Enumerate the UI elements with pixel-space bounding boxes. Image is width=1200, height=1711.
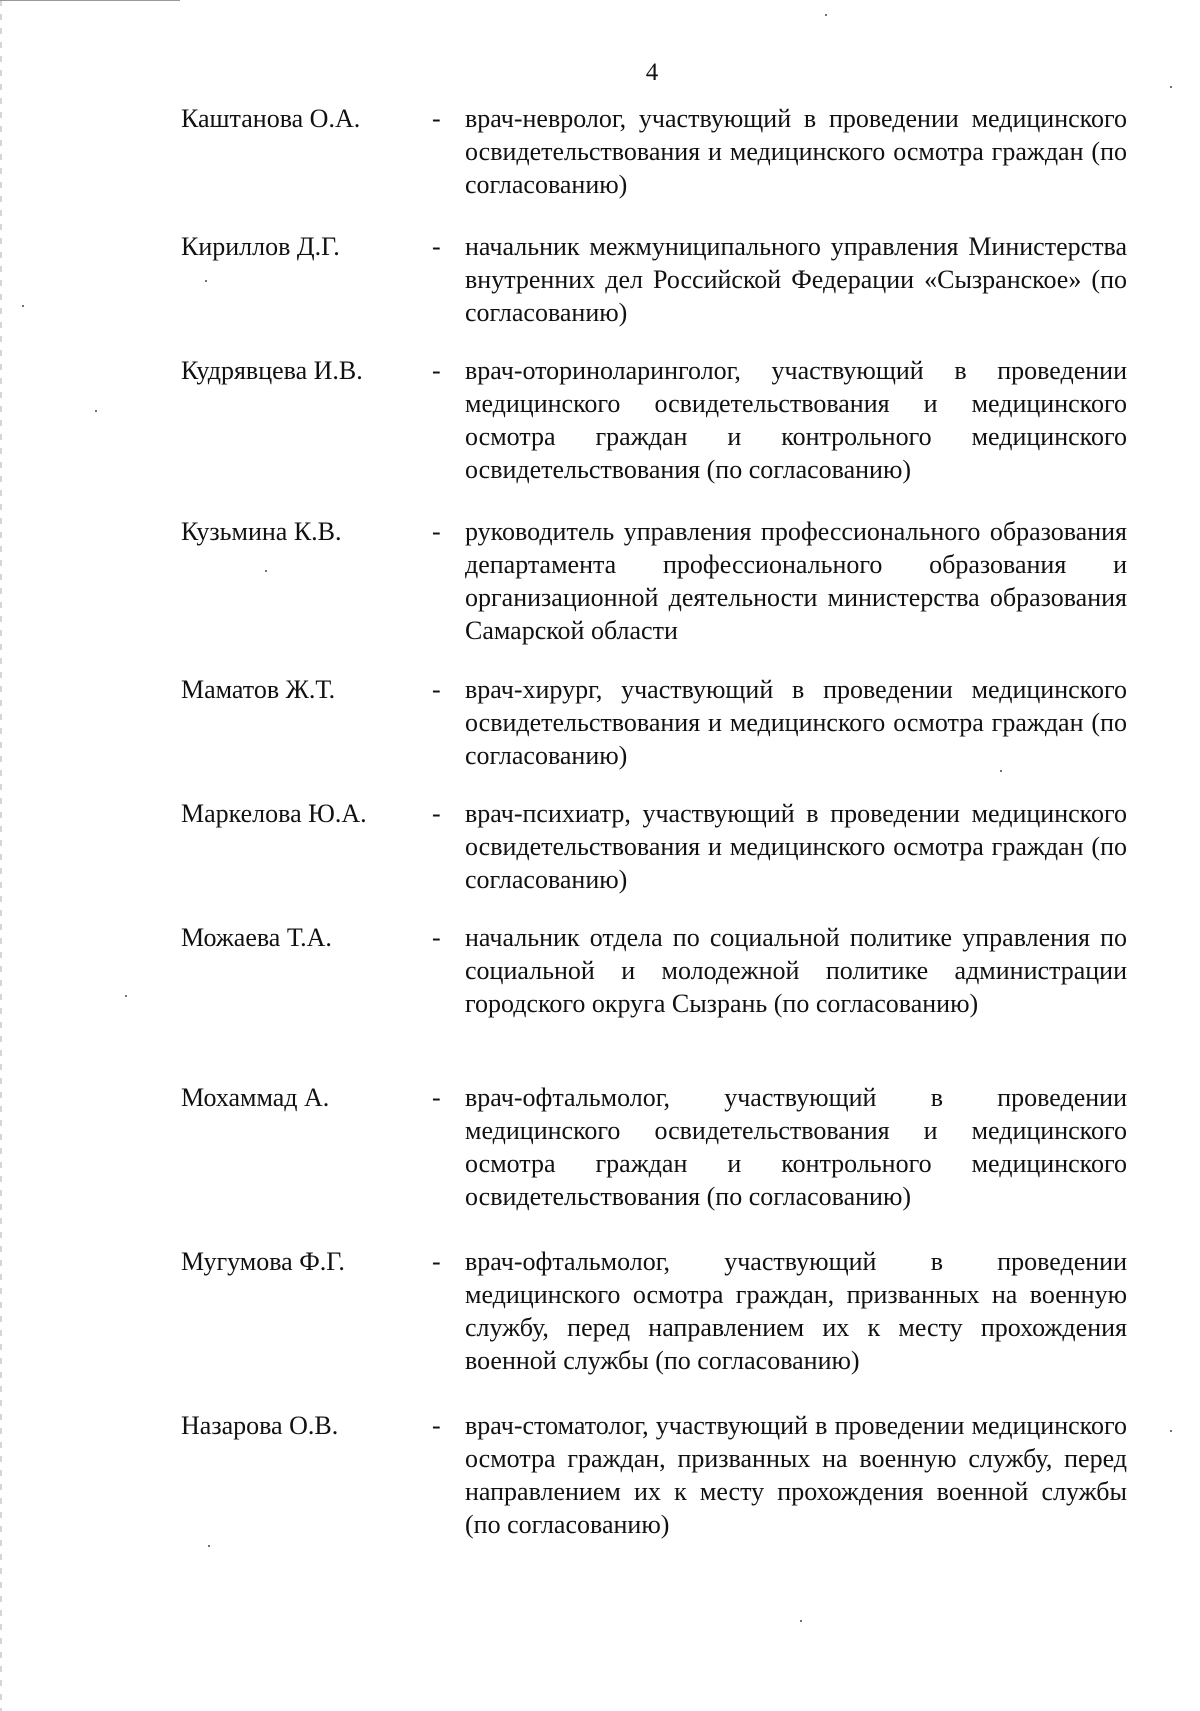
scan-speck bbox=[800, 1620, 802, 1622]
scan-speck bbox=[265, 570, 267, 572]
scan-top-artifact bbox=[0, 0, 180, 1]
person-name: Мугумова Ф.Г. bbox=[181, 1247, 345, 1276]
entry-dash: - bbox=[432, 104, 441, 133]
person-name: Маматов Ж.Т. bbox=[181, 675, 336, 704]
scan-speck bbox=[208, 1545, 210, 1547]
position-description: врач-психиатр, участвующий в проведении медицинского освидетельствования и медицинского осмотра граждан (по согласованию) bbox=[465, 799, 1127, 894]
entry-dash: - bbox=[432, 1247, 441, 1276]
position-description: врач-невролог, участвующий в проведении медицинского освидетельствования и медицинского осмотра граждан (по согласованию) bbox=[465, 104, 1127, 199]
scan-speck bbox=[205, 280, 207, 282]
person-name: Кудрявцева И.В. bbox=[181, 356, 363, 385]
person-name: Маркелова Ю.А. bbox=[181, 799, 367, 828]
person-name: Каштанова О.А. bbox=[181, 104, 361, 133]
entry-dash: - bbox=[432, 675, 441, 704]
scan-speck bbox=[95, 410, 97, 412]
position-description: врач-офтальмолог, участвующий в проведении медицинского освидетельствования и медицинского осмотра граждан и контрольного медицинского освидетельствования (по согласованию) bbox=[465, 1083, 1127, 1211]
position-description: врач-стоматолог, участвующий в проведении медицинского осмотра граждан, призванных на военную службу, перед направлением их к месту прохождения военной службы (по согласованию) bbox=[465, 1411, 1127, 1539]
person-name: Мохаммад А. bbox=[181, 1083, 330, 1112]
scan-speck bbox=[825, 14, 827, 16]
entry-dash: - bbox=[432, 923, 441, 952]
entry-dash: - bbox=[432, 356, 441, 385]
scan-speck bbox=[1000, 770, 1002, 772]
position-description: начальник межмуниципального управления Министерства внутренних дел Российской Федерации «Сызранское» (по согласованию) bbox=[465, 232, 1127, 327]
position-description: врач-офтальмолог, участвующий в проведении медицинского осмотра граждан, призванных на военную службу, перед направлением их к месту прохождения военной службы (по согласованию) bbox=[465, 1247, 1127, 1375]
person-name: Кузьмина К.В. bbox=[181, 517, 342, 546]
person-name: Можаева Т.А. bbox=[181, 923, 332, 952]
person-name: Назарова О.В. bbox=[181, 1411, 339, 1440]
scan-speck bbox=[22, 305, 24, 307]
position-description: врач-хирург, участвующий в проведении медицинского освидетельствования и медицинского осмотра граждан (по согласованию) bbox=[465, 675, 1127, 770]
entry-dash: - bbox=[432, 1411, 441, 1440]
entry-dash: - bbox=[432, 799, 441, 828]
scan-speck bbox=[125, 995, 127, 997]
position-description: начальник отдела по социальной политике управления по социальной и молодежной политике администрации городского округа Сызрань (по согласованию) bbox=[465, 923, 1127, 1018]
entry-dash: - bbox=[432, 232, 441, 261]
person-name: Кириллов Д.Г. bbox=[181, 232, 340, 261]
position-description: руководитель управления профессионального образования департамента профессионального образования и организационной деятельности министерства образования Самарской области bbox=[465, 517, 1127, 645]
scan-speck bbox=[1170, 86, 1172, 88]
page-number: 4 bbox=[645, 59, 659, 86]
scan-edge-artifact bbox=[0, 0, 2, 1711]
entry-dash: - bbox=[432, 517, 441, 546]
entry-dash: - bbox=[432, 1083, 441, 1112]
scan-speck bbox=[1170, 1430, 1172, 1432]
position-description: врач-оториноларинголог, участвующий в проведении медицинского освидетельствования и медицинского осмотра граждан и контрольного медицинского освидетельствования (по согласованию) bbox=[465, 356, 1127, 484]
